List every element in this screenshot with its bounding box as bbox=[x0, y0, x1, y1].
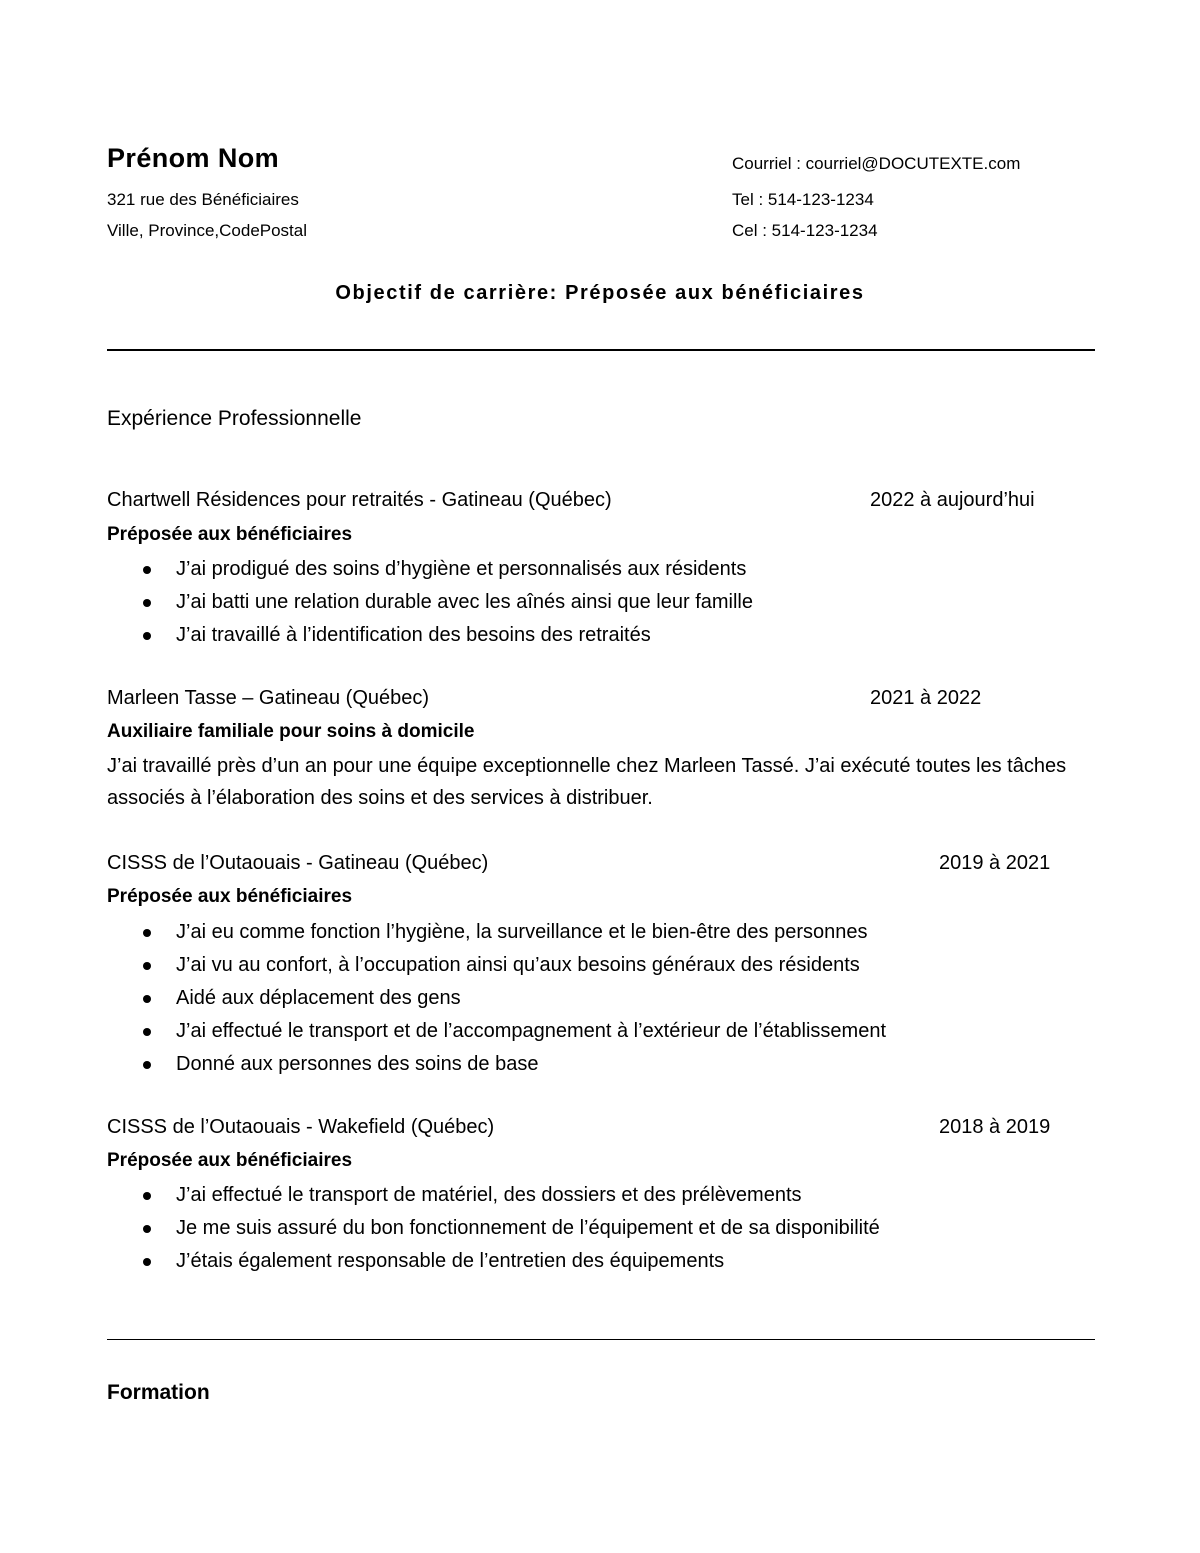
list-item bbox=[107, 1019, 886, 1052]
job-employer: Chartwell Résidences pour retraités - Gatineau (Québec) bbox=[107, 489, 612, 511]
mobile-contact: Cel : 514-123-1234 bbox=[732, 221, 878, 240]
email-contact: Courriel : courriel@DOCUTEXTE.com bbox=[732, 154, 1021, 173]
bullet-icon bbox=[143, 1258, 151, 1266]
bullet-icon bbox=[143, 1192, 151, 1200]
bullet-text: Donné aux personnes des soins de base bbox=[176, 1053, 539, 1075]
address-line-2: Ville, Province,CodePostal bbox=[107, 221, 308, 240]
job-role: Préposée aux bénéficiaires bbox=[107, 1150, 353, 1171]
bullet-icon bbox=[143, 566, 151, 574]
bullet-text: J’ai eu comme fonction l’hygiène, la surveillance et le bien-être des personnes bbox=[176, 921, 868, 943]
job-dates: 2022 à aujourd’hui bbox=[870, 489, 1035, 511]
job-bullets bbox=[107, 557, 753, 656]
job-role: Auxiliaire familiale pour soins à domicile bbox=[107, 721, 475, 742]
bullet-text: J’ai vu au confort, à l’occupation ainsi qu’aux besoins généraux des résidents bbox=[176, 954, 860, 976]
section-title-experience: Expérience Professionnelle bbox=[107, 407, 362, 430]
career-objective: Objectif de carrière: Préposée aux bénéficiaires bbox=[335, 282, 865, 304]
phone-contact: Tel : 514-123-1234 bbox=[732, 190, 874, 209]
section-title-formation: Formation bbox=[107, 1381, 210, 1404]
bullet-text: Je me suis assuré du bon fonctionnement de l’équipement et de sa disponibilité bbox=[176, 1217, 880, 1239]
address-line-1: 321 rue des Bénéficiaires bbox=[107, 190, 299, 209]
job-employer: CISSS de l’Outaouais - Gatineau (Québec) bbox=[107, 852, 489, 874]
bullet-icon bbox=[143, 995, 151, 1003]
bullet-icon bbox=[143, 1225, 151, 1233]
list-item bbox=[107, 1216, 880, 1249]
list-item bbox=[107, 1183, 880, 1216]
job-role: Préposée aux bénéficiaires bbox=[107, 524, 353, 545]
list-item bbox=[107, 953, 886, 986]
bullet-icon bbox=[143, 1061, 151, 1069]
job-dates: 2019 à 2021 bbox=[939, 852, 1051, 874]
divider-bottom bbox=[107, 1339, 1095, 1340]
divider-top bbox=[107, 349, 1095, 351]
job-bullets bbox=[107, 920, 886, 1085]
bullet-icon bbox=[143, 929, 151, 937]
list-item bbox=[107, 623, 753, 656]
bullet-icon bbox=[143, 599, 151, 607]
job-bullets bbox=[107, 1183, 880, 1282]
list-item bbox=[107, 1249, 880, 1282]
job-dates: 2021 à 2022 bbox=[870, 687, 982, 709]
job-role: Préposée aux bénéficiaires bbox=[107, 886, 353, 907]
list-item bbox=[107, 1052, 886, 1085]
candidate-name: Prénom Nom bbox=[107, 143, 280, 173]
list-item bbox=[107, 557, 753, 590]
list-item bbox=[107, 590, 753, 623]
job-employer: Marleen Tasse – Gatineau (Québec) bbox=[107, 687, 430, 709]
job-employer: CISSS de l’Outaouais - Wakefield (Québec) bbox=[107, 1116, 495, 1138]
bullet-text: Aidé aux déplacement des gens bbox=[176, 987, 461, 1009]
bullet-text: J’ai prodigué des soins d’hygiène et personnalisés aux résidents bbox=[176, 558, 747, 580]
bullet-text: J’étais également responsable de l’entretien des équipements bbox=[176, 1250, 725, 1272]
job-dates: 2018 à 2019 bbox=[939, 1116, 1051, 1138]
bullet-text: J’ai batti une relation durable avec les aînés ainsi que leur famille bbox=[176, 591, 754, 613]
bullet-text: J’ai effectué le transport de matériel, des dossiers et des prélèvements bbox=[176, 1184, 802, 1206]
list-item bbox=[107, 920, 886, 953]
bullet-icon bbox=[143, 962, 151, 970]
bullet-text: J’ai effectué le transport et de l’accompagnement à l’extérieur de l’établissement bbox=[176, 1020, 887, 1042]
bullet-icon bbox=[143, 632, 151, 640]
bullet-text: J’ai travaillé à l’identification des besoins des retraités bbox=[176, 624, 651, 646]
job-description: J’ai travaillé près d’un an pour une équipe exceptionnelle chez Marleen Tassé. J’ai exécuté toutes les tâches associés à l’élaboration des soins et des services à distribuer. bbox=[107, 755, 1067, 809]
bullet-icon bbox=[143, 1028, 151, 1036]
list-item bbox=[107, 986, 886, 1019]
